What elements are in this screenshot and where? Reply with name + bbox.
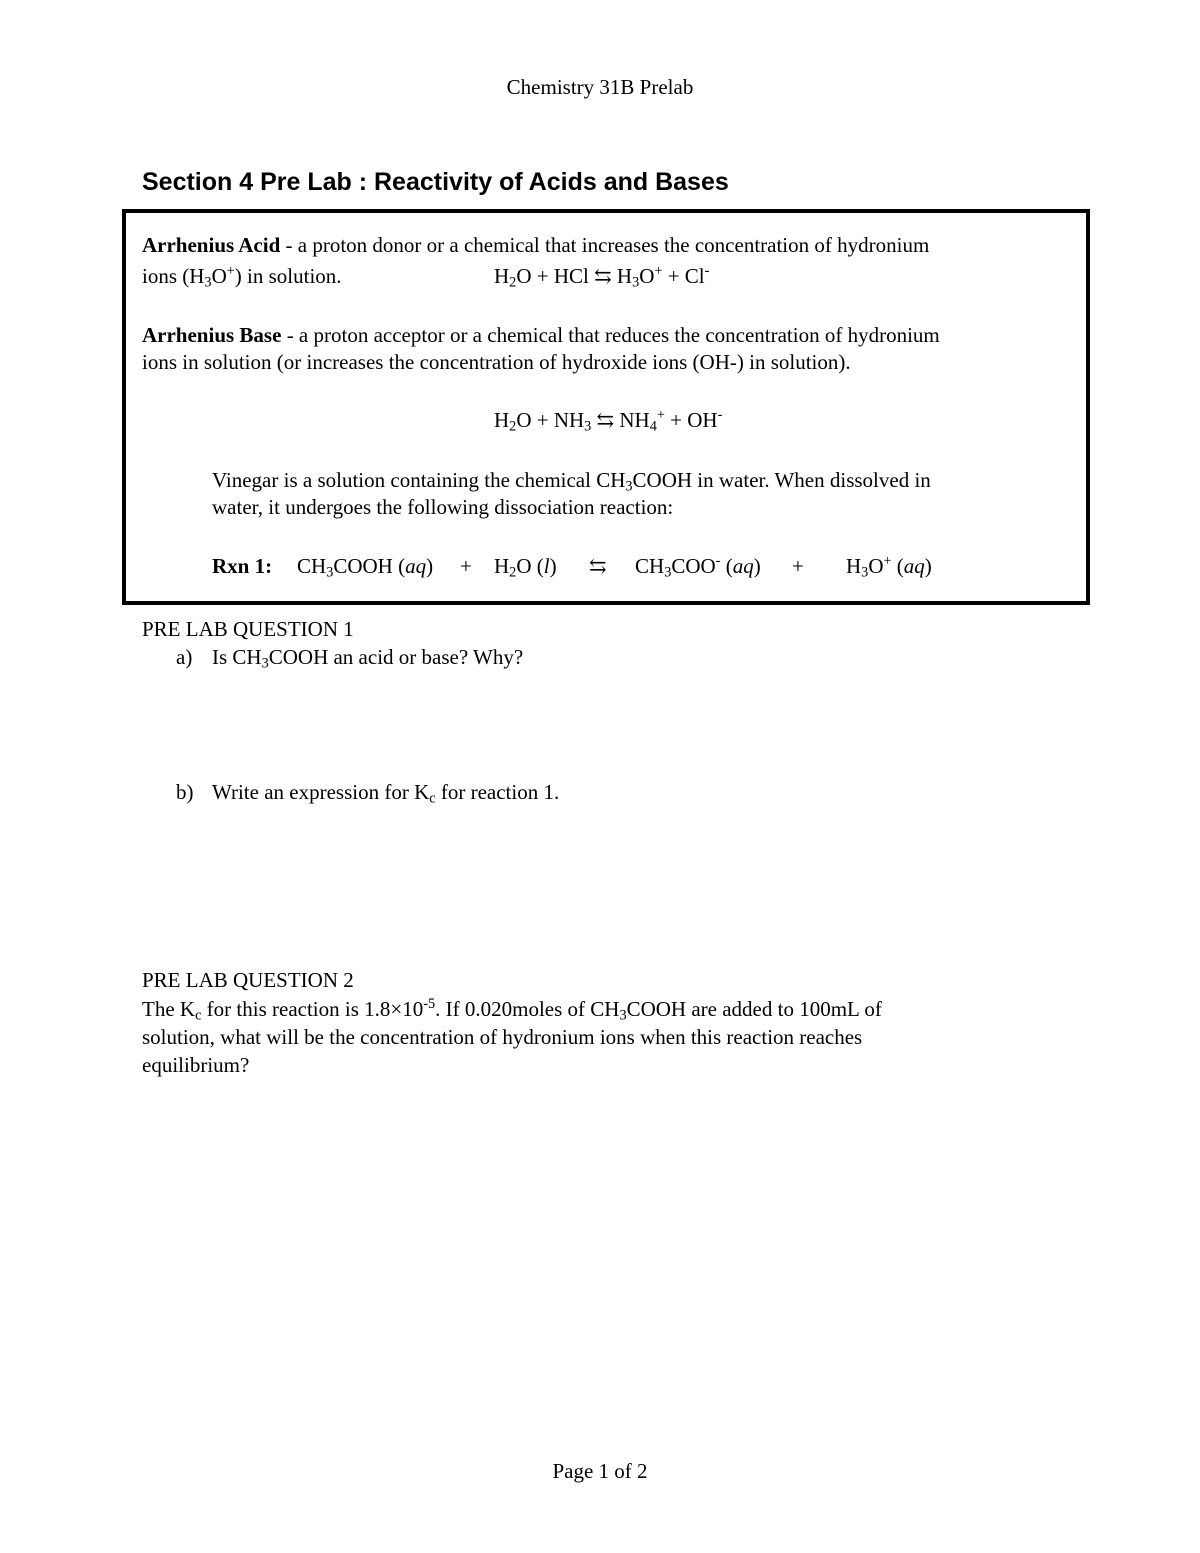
state-label: aq <box>405 554 427 578</box>
state-label: aq <box>903 554 925 578</box>
eq-part: O <box>639 264 655 288</box>
superscript: - <box>704 263 710 280</box>
question-text: COOH are added to 100mL of <box>626 997 882 1021</box>
reaction1-reactant1 <box>297 552 433 580</box>
subscript: 3 <box>619 1007 627 1024</box>
question-text: COOH an acid or base? Why? <box>268 645 524 669</box>
eq-part: ⇆ NH <box>591 408 650 432</box>
question2-line1 <box>142 995 882 1023</box>
question-text: for reaction 1. <box>435 780 560 804</box>
vinegar-text: COOH in water. When dissolved in <box>632 468 931 492</box>
superscript: + <box>656 407 665 424</box>
species: ) <box>549 554 557 578</box>
question2-line3: equilibrium? <box>142 1053 250 1077</box>
species: O <box>868 554 884 578</box>
species: CH <box>635 554 665 578</box>
reaction1-reactant2 <box>494 552 557 580</box>
acid-term: Arrhenius Acid <box>142 233 281 257</box>
subscript: 3 <box>664 564 672 581</box>
running-header: Chemistry 31B Prelab <box>506 75 694 99</box>
species: ) <box>924 554 932 578</box>
species: COOH ( <box>333 554 406 578</box>
question1-heading: PRE LAB QUESTION 1 <box>142 617 354 641</box>
reaction1-product1 <box>635 552 761 580</box>
superscript: - <box>717 407 723 424</box>
species: CH <box>297 554 327 578</box>
base-definition-text: - a proton acceptor or a chemical that reduces the concentration of hydronium <box>281 323 940 347</box>
page-title: Section 4 Pre Lab : Reactivity of Acids and Bases <box>142 168 729 196</box>
subscript: 3 <box>584 418 592 435</box>
eq-part: O + NH <box>516 408 585 432</box>
eq-part: H <box>494 408 510 432</box>
question-text: . If 0.020moles of CH <box>435 997 620 1021</box>
species: H <box>494 554 510 578</box>
question1a-text <box>212 643 523 671</box>
vinegar-line1 <box>212 466 931 494</box>
acid-text: ions (H <box>142 264 205 288</box>
question-text: Is CH <box>212 645 262 669</box>
question-text: Write an expression for K <box>212 780 430 804</box>
species: ) <box>753 554 761 578</box>
acid-definition-text: - a proton donor or a chemical that increases the concentration of hydronium <box>280 233 930 257</box>
superscript: -5 <box>423 996 436 1013</box>
reaction1-plus: + <box>460 554 472 578</box>
subscript: 3 <box>326 564 334 581</box>
eq-part: + OH <box>664 408 718 432</box>
base-definition-line2: ions in solution (or increases the concentration of hydroxide ions (OH-) in solution). <box>142 350 851 374</box>
acid-definition-line1 <box>142 231 929 259</box>
acid-text: ) in solution. <box>234 264 342 288</box>
subscript: 2 <box>509 274 517 291</box>
species: ( <box>891 554 904 578</box>
state-label: l <box>543 554 550 578</box>
reaction1-plus-2: + <box>792 554 804 578</box>
page-number: Page 1 of 2 <box>552 1459 648 1483</box>
subscript: 3 <box>261 655 269 672</box>
base-definition-line1 <box>142 321 940 349</box>
state-label: aq <box>732 554 754 578</box>
reaction1-label: Rxn 1: <box>212 554 273 578</box>
species: H <box>846 554 862 578</box>
subscript: c <box>429 790 436 807</box>
acid-text: O <box>211 264 227 288</box>
superscript: + <box>654 263 663 280</box>
superscript: + <box>226 263 235 280</box>
eq-part: + Cl <box>662 264 705 288</box>
acid-definition-line2 <box>142 262 342 290</box>
reaction1-product2 <box>846 552 932 580</box>
species: O ( <box>516 554 544 578</box>
acid-equation <box>494 262 709 290</box>
superscript: - <box>715 553 721 570</box>
subscript: 3 <box>632 274 640 291</box>
species: ( <box>720 554 733 578</box>
superscript: + <box>883 553 892 570</box>
question1a-marker: a) <box>176 645 193 669</box>
base-term: Arrhenius Base <box>142 323 282 347</box>
subscript: 3 <box>204 274 212 291</box>
question-text: The K <box>142 997 196 1021</box>
subscript: c <box>195 1007 202 1024</box>
question1b-text <box>212 778 559 806</box>
vinegar-line2: water, it undergoes the following dissociation reaction: <box>212 495 674 519</box>
species: ) <box>426 554 434 578</box>
eq-part: O + HCl ⇆ H <box>516 264 633 288</box>
question-text: for this reaction is 1.8×10 <box>201 997 424 1021</box>
question1b-marker: b) <box>176 780 194 804</box>
subscript: 2 <box>509 418 517 435</box>
reaction1-arrow: ⇆ <box>589 554 607 578</box>
species: COO <box>671 554 716 578</box>
subscript: 3 <box>861 564 869 581</box>
subscript: 3 <box>625 478 633 495</box>
subscript: 4 <box>649 418 657 435</box>
question2-heading: PRE LAB QUESTION 2 <box>142 968 354 992</box>
vinegar-text: Vinegar is a solution containing the chemical CH <box>212 468 626 492</box>
base-equation <box>494 406 722 434</box>
subscript: 2 <box>509 564 517 581</box>
eq-part: H <box>494 264 510 288</box>
question2-line2: solution, what will be the concentration of hydronium ions when this reaction reaches <box>142 1025 863 1049</box>
